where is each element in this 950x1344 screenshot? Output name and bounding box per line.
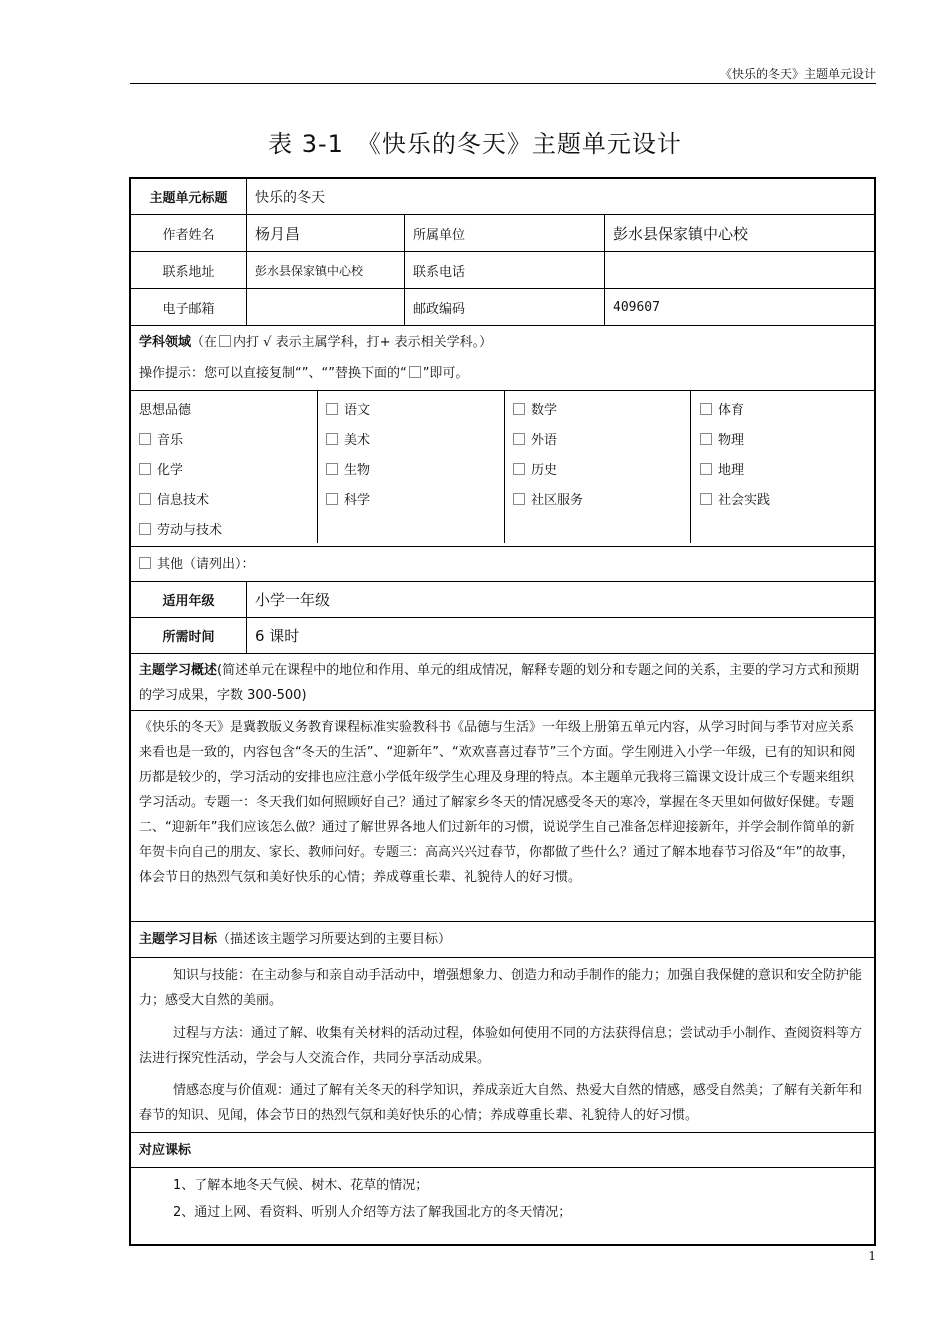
row-address [131, 252, 874, 289]
row-standards-heading [131, 1133, 874, 1168]
subject-labor[interactable]: 劳动与技术 [139, 519, 222, 538]
row-overview-body [131, 711, 874, 922]
goals-heading [139, 927, 866, 952]
standards-heading: 对应课标 [139, 1143, 192, 1158]
org-label: 所属单位 [404, 215, 604, 251]
row-time [131, 618, 874, 654]
row-subject-grid [131, 391, 874, 572]
subject-hint [139, 361, 866, 386]
subject-heading-a: （在 [191, 335, 218, 350]
postcode-value: 409607 [604, 289, 874, 325]
overview-body: 《快乐的冬天》是冀教版义务教育课程标准实验教科书《品德与生活》一年级上册第五单元内容，从学习时间与季节对应关系来看也是一致的，内容包含“冬天的生活”、“迎新年”、“欢欢喜喜过春节”三个方面。学生刚进入小学一年级，已有的知识和阅历都是较少的，学习活动的安排也应注意小学低年级学生心理及身理的特点。本主题单元我将三篇课文设计成三个专题来组织学习活动。专题一：冬天我们如何照顾好自己？通过了解家乡冬天的情况感受冬天的寒冷，掌握在冬天里如何做好保健。专题二、“迎新年”我们应该怎么做？通过了解世界各地人们过新年的习惯，说说学生自己准备怎样迎接新年，并学会制作简单的新年贺卡向自己的朋友、家长、教师问好。专题三：高高兴兴过春节，你都做了些什么？通过了解本地春节习俗及“年”的故事，体会节日的热烈气氛和美好快乐的心情；养成尊重长辈、礼貌待人的好习惯。 [139, 720, 856, 885]
subject-art[interactable]: 美术 [326, 429, 370, 448]
subject-history[interactable]: 历史 [513, 459, 557, 478]
goal-knowledge: 知识与技能：在主动参与和亲自动手活动中，增强想象力、创造力和动手制作的能力；加强自我保健的意识和安全防护能力；感受大自然的美丽。 [139, 968, 863, 1008]
row-subject-heading [131, 326, 874, 391]
goal-process: 过程与方法：通过了解、收集有关材料的活动过程，体验如何使用不同的方法获得信息；尝试动手小制作、查阅资料等方法进行探究性活动，学会与人交流合作，共同分享活动成果。 [139, 1026, 863, 1066]
page-number: 1 [868, 1249, 876, 1263]
row-standards-body [131, 1168, 874, 1244]
author-label: 作者姓名 [162, 227, 215, 243]
subject-music[interactable]: 音乐 [139, 429, 183, 448]
row-email [131, 289, 874, 326]
checkbox-icon [139, 463, 151, 475]
subject-heading-b: 内打 √ 表示主属学科，打+ 表示相关学科。） [233, 335, 493, 350]
email-label: 电子邮箱 [162, 301, 215, 317]
goals-heading-rest: （描述该主题学习所要达到的主要目标） [217, 932, 452, 947]
checkbox-icon [513, 403, 525, 415]
org-value: 彭水县保家镇中心校 [604, 215, 874, 251]
subject-heading-bold: 学科领域 [139, 335, 192, 350]
subject-heading [139, 330, 866, 355]
design-table [129, 177, 876, 1246]
unit-title-label: 主题单元标题 [149, 191, 228, 206]
checkbox-icon [139, 433, 151, 445]
subject-biology[interactable]: 生物 [326, 459, 370, 478]
subject-it[interactable]: 信息技术 [139, 489, 209, 508]
overview-heading-rest: (简述单元在课程中的地位和作用、单元的组成情况，解释专题的划分和专题之间的关系，主要的学习方式和预期的学习成果，字数 300-500) [139, 663, 860, 703]
subject-chemistry[interactable]: 化学 [139, 459, 183, 478]
checkbox-sample-icon [219, 335, 231, 347]
row-author [131, 215, 874, 252]
subject-community[interactable]: 社区服务 [513, 489, 583, 508]
checkbox-sample-icon [409, 366, 421, 378]
standard-item-2: 2、通过上网、看资料、听别人介绍等方法了解我国北方的冬天情况； [173, 1205, 572, 1220]
row-subject-other-spacer [131, 547, 874, 582]
checkbox-icon [513, 433, 525, 445]
grade-label: 适用年级 [162, 594, 215, 609]
grade-value: 小学一年级 [246, 582, 874, 617]
subject-physics[interactable]: 物理 [700, 429, 744, 448]
checkbox-icon [700, 463, 712, 475]
overview-heading-bold: 主题学习概述 [139, 663, 218, 678]
postcode-label: 邮政编码 [404, 289, 604, 325]
email-value [246, 289, 404, 325]
subject-social-practice[interactable]: 社会实践 [700, 489, 770, 508]
checkbox-icon [326, 433, 338, 445]
row-unit-title [131, 179, 874, 215]
grid-divider [317, 391, 318, 543]
address-value: 彭水县保家镇中心校 [246, 252, 404, 288]
author-value: 杨月昌 [246, 215, 404, 251]
row-grade [131, 582, 874, 618]
subject-hint-b: ”即可。 [422, 366, 469, 381]
row-goals-heading [131, 922, 874, 958]
subject-pe[interactable]: 体育 [700, 399, 744, 418]
document-title: 表 3-1 《快乐的冬天》主题单元设计 [268, 130, 682, 158]
checkbox-icon [139, 493, 151, 505]
subject-hint-a: 操作提示：您可以直接复制“”、“”替换下面的“ [139, 366, 407, 381]
time-value: 6 课时 [246, 618, 874, 653]
overview-heading [139, 658, 866, 708]
checkbox-icon [326, 463, 338, 475]
goals-heading-bold: 主题学习目标 [139, 932, 218, 947]
row-overview-heading [131, 654, 874, 711]
phone-label: 联系电话 [404, 252, 604, 288]
running-header [130, 63, 876, 84]
standard-item-1: 1、了解本地冬天气候、树木、花草的情况； [173, 1178, 429, 1193]
running-title: 《快乐的冬天》主题单元设计 [719, 67, 876, 81]
subject-other[interactable]: 其他（请列出）： [139, 553, 255, 572]
phone-value [604, 252, 874, 288]
row-goals-body [131, 958, 874, 1133]
subject-chinese[interactable]: 语文 [326, 399, 370, 418]
checkbox-icon [700, 493, 712, 505]
checkbox-icon [700, 403, 712, 415]
subject-moral[interactable]: 思想品德 [139, 403, 192, 418]
grid-divider [504, 391, 505, 543]
checkbox-icon [700, 433, 712, 445]
grid-divider [690, 391, 691, 543]
subject-geography[interactable]: 地理 [700, 459, 744, 478]
checkbox-icon [513, 493, 525, 505]
subject-math[interactable]: 数学 [513, 399, 557, 418]
time-label: 所需时间 [162, 630, 215, 645]
checkbox-icon [326, 493, 338, 505]
checkbox-icon [513, 463, 525, 475]
address-label: 联系地址 [162, 264, 215, 280]
subject-science[interactable]: 科学 [326, 489, 370, 508]
goal-attitude: 情感态度与价值观：通过了解有关冬天的科学知识，养成亲近大自然、热爱大自然的情感，感受自然美；了解有关新年和春节的知识、见闻，体会节日的热烈气氛和美好快乐的心情；养成尊重长辈、礼貌待人的好习惯。 [139, 1083, 863, 1123]
unit-title-value: 快乐的冬天 [246, 179, 874, 214]
subject-foreign-language[interactable]: 外语 [513, 429, 557, 448]
checkbox-icon [139, 523, 151, 535]
checkbox-icon [326, 403, 338, 415]
